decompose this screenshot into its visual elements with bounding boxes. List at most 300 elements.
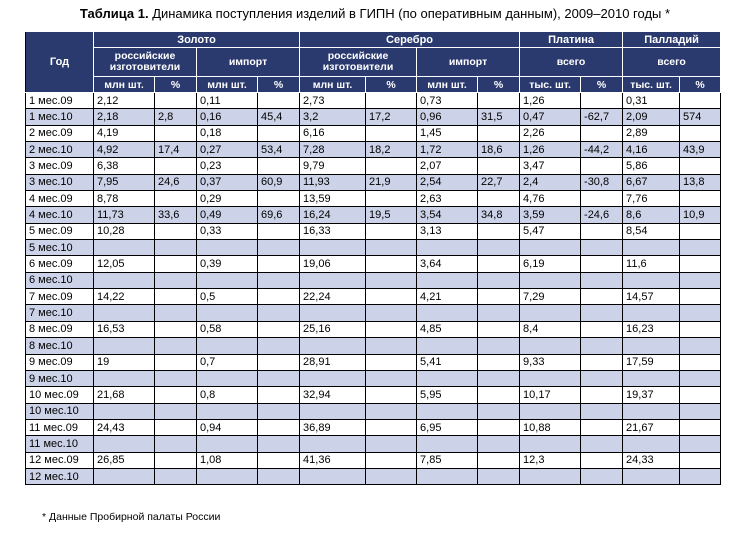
table-cell — [197, 305, 258, 321]
table-cell — [300, 338, 366, 354]
table-cell — [680, 191, 721, 207]
table-cell — [417, 403, 478, 419]
table-cell — [581, 419, 623, 435]
table-cell — [300, 370, 366, 386]
table-cell — [366, 289, 417, 305]
table-cell: 32,94 — [300, 387, 366, 403]
table-cell — [155, 370, 197, 386]
table-cell — [366, 403, 417, 419]
table-cell — [258, 419, 300, 435]
table-cell — [258, 191, 300, 207]
table-cell — [300, 305, 366, 321]
table-cell — [478, 158, 520, 174]
table-cell — [197, 468, 258, 484]
row-label: 9 мес.09 — [26, 354, 94, 370]
table-cell: 18,6 — [478, 142, 520, 158]
table-cell — [300, 240, 366, 256]
table-cell — [581, 468, 623, 484]
row-label: 2 мес.10 — [26, 142, 94, 158]
table-cell: 17,2 — [366, 109, 417, 125]
table-cell — [155, 125, 197, 141]
table-cell — [417, 370, 478, 386]
table-row — [26, 207, 721, 223]
table-cell — [366, 452, 417, 468]
table-cell: 0,31 — [623, 93, 680, 109]
table-cell — [581, 338, 623, 354]
table-cell: 2,26 — [520, 125, 581, 141]
table-cell — [197, 338, 258, 354]
table-cell — [623, 305, 680, 321]
row-label: 9 мес.10 — [26, 370, 94, 386]
table-cell: 34,8 — [478, 207, 520, 223]
table-cell: 33,6 — [155, 207, 197, 223]
table-row — [26, 125, 721, 141]
row-label: 1 мес.09 — [26, 93, 94, 109]
table-cell — [366, 419, 417, 435]
table-title — [0, 6, 750, 21]
table-cell: 26,85 — [94, 452, 155, 468]
table-cell — [581, 256, 623, 272]
table-cell — [417, 305, 478, 321]
table-cell: 7,85 — [417, 452, 478, 468]
header-gold: Золото — [94, 32, 300, 48]
table-cell — [623, 370, 680, 386]
table-row — [26, 354, 721, 370]
table-cell: 6,67 — [623, 174, 680, 190]
row-label: 2 мес.09 — [26, 125, 94, 141]
table-row — [26, 272, 721, 288]
header-silver-domestic: российские изготовители — [300, 48, 417, 77]
table-cell: 1,26 — [520, 142, 581, 158]
table-cell — [155, 256, 197, 272]
table-cell — [155, 403, 197, 419]
header-platinum-total: всего — [520, 48, 623, 77]
table-cell — [155, 436, 197, 452]
table-cell — [366, 338, 417, 354]
header-unit: млн шт. — [94, 77, 155, 93]
table-row — [26, 305, 721, 321]
table-cell — [366, 321, 417, 337]
table-cell — [520, 272, 581, 288]
table-cell — [197, 403, 258, 419]
table-cell: 7,95 — [94, 174, 155, 190]
table-cell — [366, 240, 417, 256]
table-cell — [155, 272, 197, 288]
table-cell — [520, 305, 581, 321]
table-cell — [94, 436, 155, 452]
table-cell — [478, 272, 520, 288]
row-label: 8 мес.09 — [26, 321, 94, 337]
table-cell: 3,13 — [417, 223, 478, 239]
table-row — [26, 321, 721, 337]
table-cell: 60,9 — [258, 174, 300, 190]
table-cell — [581, 354, 623, 370]
row-label: 12 мес.09 — [26, 452, 94, 468]
table-cell: 14,57 — [623, 289, 680, 305]
table-cell: 2,63 — [417, 191, 478, 207]
table-cell — [94, 403, 155, 419]
table-cell: 69,6 — [258, 207, 300, 223]
table-cell — [258, 289, 300, 305]
table-cell: 1,26 — [520, 93, 581, 109]
table-cell: 0,39 — [197, 256, 258, 272]
table-cell — [478, 93, 520, 109]
table-cell — [520, 338, 581, 354]
table-cell — [417, 272, 478, 288]
table-cell: 0,49 — [197, 207, 258, 223]
header-unit: % — [366, 77, 417, 93]
row-label: 11 мес.09 — [26, 419, 94, 435]
table-row — [26, 256, 721, 272]
table-row — [26, 93, 721, 109]
row-label: 10 мес.10 — [26, 403, 94, 419]
table-cell — [94, 338, 155, 354]
table-cell: 5,41 — [417, 354, 478, 370]
table-cell: 7,28 — [300, 142, 366, 158]
table-cell: 2,18 — [94, 109, 155, 125]
table-cell — [680, 289, 721, 305]
table-cell: 19,37 — [623, 387, 680, 403]
table-cell: 16,24 — [300, 207, 366, 223]
table-cell: -44,2 — [581, 142, 623, 158]
table-cell — [581, 289, 623, 305]
table-cell: 1,72 — [417, 142, 478, 158]
table-cell — [623, 403, 680, 419]
table-cell — [258, 158, 300, 174]
table-cell: 0,96 — [417, 109, 478, 125]
header-unit: % — [581, 77, 623, 93]
table-cell — [581, 223, 623, 239]
table-cell — [520, 403, 581, 419]
table-cell: 25,16 — [300, 321, 366, 337]
table-cell: 17,4 — [155, 142, 197, 158]
table-cell: 1,08 — [197, 452, 258, 468]
table-cell — [680, 223, 721, 239]
table-cell — [155, 468, 197, 484]
header-silver: Серебро — [300, 32, 520, 48]
table-cell: 2,09 — [623, 109, 680, 125]
table-cell — [258, 305, 300, 321]
table-cell — [680, 452, 721, 468]
table-cell — [581, 93, 623, 109]
table-cell — [520, 240, 581, 256]
table-cell: 0,29 — [197, 191, 258, 207]
row-label: 1 мес.10 — [26, 109, 94, 125]
table-cell — [680, 321, 721, 337]
table-cell — [478, 452, 520, 468]
table-cell — [258, 387, 300, 403]
table-cell — [478, 419, 520, 435]
table-cell — [680, 256, 721, 272]
table-cell: 0,47 — [520, 109, 581, 125]
table-cell — [581, 436, 623, 452]
table-cell: -62,7 — [581, 109, 623, 125]
table-cell — [581, 191, 623, 207]
table-cell — [155, 289, 197, 305]
header-gold-domestic: российские изготовители — [94, 48, 197, 77]
table-cell: 24,6 — [155, 174, 197, 190]
table-cell: 0,58 — [197, 321, 258, 337]
table-cell — [520, 370, 581, 386]
table-cell — [581, 240, 623, 256]
table-cell — [94, 240, 155, 256]
table-cell: 0,8 — [197, 387, 258, 403]
table-cell — [366, 387, 417, 403]
table-cell — [258, 272, 300, 288]
table-cell — [680, 468, 721, 484]
table-cell: 16,33 — [300, 223, 366, 239]
table-cell — [478, 305, 520, 321]
table-cell: 12,05 — [94, 256, 155, 272]
table-cell — [155, 338, 197, 354]
row-label: 5 мес.10 — [26, 240, 94, 256]
table-cell — [417, 240, 478, 256]
table-row — [26, 452, 721, 468]
table-cell — [197, 370, 258, 386]
table-cell — [155, 321, 197, 337]
table-cell: 16,53 — [94, 321, 155, 337]
table-cell — [155, 354, 197, 370]
table-cell: 2,07 — [417, 158, 478, 174]
table-cell — [155, 158, 197, 174]
header-gold-import: импорт — [197, 48, 300, 77]
table-cell — [478, 436, 520, 452]
table-cell: 6,19 — [520, 256, 581, 272]
table-cell — [366, 125, 417, 141]
header-palladium: Палладий — [623, 32, 721, 48]
table-cell — [478, 403, 520, 419]
table-cell — [366, 468, 417, 484]
table-cell — [258, 240, 300, 256]
row-label: 7 мес.09 — [26, 289, 94, 305]
table-cell — [94, 370, 155, 386]
table-cell: 574 — [680, 109, 721, 125]
table-cell: 4,21 — [417, 289, 478, 305]
table-cell — [680, 403, 721, 419]
table-row — [26, 419, 721, 435]
table-cell: 14,22 — [94, 289, 155, 305]
table-cell — [623, 272, 680, 288]
table-cell: 11,6 — [623, 256, 680, 272]
table-cell — [478, 125, 520, 141]
table-cell: 8,6 — [623, 207, 680, 223]
table-cell: 3,2 — [300, 109, 366, 125]
row-label: 6 мес.10 — [26, 272, 94, 288]
table-cell — [258, 338, 300, 354]
table-cell: 53,4 — [258, 142, 300, 158]
table-cell: 3,54 — [417, 207, 478, 223]
row-label: 3 мес.09 — [26, 158, 94, 174]
table-cell — [155, 191, 197, 207]
table-row — [26, 403, 721, 419]
data-table — [25, 31, 721, 485]
table-cell — [94, 272, 155, 288]
table-cell — [366, 93, 417, 109]
table-row — [26, 338, 721, 354]
table-cell — [366, 354, 417, 370]
table-cell — [478, 338, 520, 354]
row-label: 11 мес.10 — [26, 436, 94, 452]
table-cell: 6,16 — [300, 125, 366, 141]
table-cell: 16,23 — [623, 321, 680, 337]
table-cell — [680, 436, 721, 452]
table-cell — [680, 370, 721, 386]
table-row — [26, 289, 721, 305]
table-cell — [581, 452, 623, 468]
row-label: 10 мес.09 — [26, 387, 94, 403]
table-cell — [623, 240, 680, 256]
table-cell — [581, 158, 623, 174]
table-cell: 28,91 — [300, 354, 366, 370]
table-cell — [197, 436, 258, 452]
table-cell: 21,68 — [94, 387, 155, 403]
table-cell: 0,27 — [197, 142, 258, 158]
table-cell — [366, 191, 417, 207]
header-unit: % — [680, 77, 721, 93]
table-cell: 11,93 — [300, 174, 366, 190]
table-cell: 0,94 — [197, 419, 258, 435]
table-row — [26, 370, 721, 386]
table-row — [26, 240, 721, 256]
table-cell — [581, 125, 623, 141]
table-cell — [680, 240, 721, 256]
table-cell: 13,59 — [300, 191, 366, 207]
table-cell — [581, 403, 623, 419]
table-cell: 0,37 — [197, 174, 258, 190]
table-cell — [623, 436, 680, 452]
table-cell: 10,88 — [520, 419, 581, 435]
table-row — [26, 191, 721, 207]
table-cell — [258, 436, 300, 452]
table-cell: 24,33 — [623, 452, 680, 468]
table-cell — [417, 468, 478, 484]
header-unit: тыс. шт. — [623, 77, 680, 93]
table-cell — [258, 452, 300, 468]
table-cell: 0,11 — [197, 93, 258, 109]
table-cell — [258, 370, 300, 386]
table-cell — [366, 223, 417, 239]
table-cell: 0,73 — [417, 93, 478, 109]
table-cell — [581, 321, 623, 337]
header-unit: млн шт. — [300, 77, 366, 93]
table-cell — [300, 272, 366, 288]
table-cell — [478, 240, 520, 256]
table-cell: 4,85 — [417, 321, 478, 337]
table-cell: 24,43 — [94, 419, 155, 435]
table-cell — [155, 240, 197, 256]
table-cell: 1,45 — [417, 125, 478, 141]
table-cell — [581, 387, 623, 403]
table-cell — [258, 93, 300, 109]
table-cell — [258, 125, 300, 141]
table-cell: 0,16 — [197, 109, 258, 125]
row-label: 12 мес.10 — [26, 468, 94, 484]
table-cell — [478, 387, 520, 403]
table-cell: 43,9 — [680, 142, 721, 158]
table-row — [26, 223, 721, 239]
table-cell: 21,67 — [623, 419, 680, 435]
table-cell: 31,5 — [478, 109, 520, 125]
table-cell — [581, 370, 623, 386]
table-cell: 4,19 — [94, 125, 155, 141]
header-unit: млн шт. — [197, 77, 258, 93]
row-label: 7 мес.10 — [26, 305, 94, 321]
table-cell: 22,7 — [478, 174, 520, 190]
table-cell: 2,4 — [520, 174, 581, 190]
table-cell: 10,9 — [680, 207, 721, 223]
row-label: 4 мес.10 — [26, 207, 94, 223]
row-label: 4 мес.09 — [26, 191, 94, 207]
table-cell — [366, 370, 417, 386]
table-cell — [478, 256, 520, 272]
table-cell: 22,24 — [300, 289, 366, 305]
table-cell: 2,12 — [94, 93, 155, 109]
table-cell — [155, 93, 197, 109]
table-row — [26, 109, 721, 125]
table-cell — [258, 468, 300, 484]
table-cell: 19,5 — [366, 207, 417, 223]
table-cell — [197, 272, 258, 288]
row-label: 6 мес.09 — [26, 256, 94, 272]
table-cell — [478, 354, 520, 370]
table-cell: 4,92 — [94, 142, 155, 158]
table-cell — [520, 468, 581, 484]
footnote: * Данные Пробирной палаты России — [42, 511, 221, 523]
table-cell: 7,29 — [520, 289, 581, 305]
table-cell: 41,36 — [300, 452, 366, 468]
table-cell — [155, 419, 197, 435]
table-cell: 17,59 — [623, 354, 680, 370]
row-label: 3 мес.10 — [26, 174, 94, 190]
table-cell — [680, 354, 721, 370]
table-cell — [478, 289, 520, 305]
table-cell — [581, 272, 623, 288]
table-cell — [94, 305, 155, 321]
table-cell: 4,16 — [623, 142, 680, 158]
header-unit: % — [258, 77, 300, 93]
table-cell — [258, 321, 300, 337]
table-cell: 0,18 — [197, 125, 258, 141]
header-silver-import: импорт — [417, 48, 520, 77]
table-cell: 45,4 — [258, 109, 300, 125]
table-cell: 10,28 — [94, 223, 155, 239]
table-row — [26, 387, 721, 403]
table-cell: 0,33 — [197, 223, 258, 239]
table-cell: 0,5 — [197, 289, 258, 305]
table-cell: 2,73 — [300, 93, 366, 109]
table-cell: 6,38 — [94, 158, 155, 174]
table-cell: 5,47 — [520, 223, 581, 239]
table-cell: 13,8 — [680, 174, 721, 190]
table-cell — [680, 338, 721, 354]
table-caption: Динамика поступления изделий в ГИПН (по оперативным данным), 2009–2010 годы * — [152, 6, 671, 21]
table-cell — [417, 436, 478, 452]
table-cell — [366, 272, 417, 288]
table-cell: 18,2 — [366, 142, 417, 158]
table-cell — [300, 468, 366, 484]
table-cell: 10,17 — [520, 387, 581, 403]
row-label: 5 мес.09 — [26, 223, 94, 239]
table-row — [26, 142, 721, 158]
table-cell — [366, 305, 417, 321]
table-cell: 2,89 — [623, 125, 680, 141]
table-cell — [478, 191, 520, 207]
table-cell — [680, 125, 721, 141]
table-cell — [155, 223, 197, 239]
row-label: 8 мес.10 — [26, 338, 94, 354]
table-cell: 4,76 — [520, 191, 581, 207]
table-cell — [258, 403, 300, 419]
